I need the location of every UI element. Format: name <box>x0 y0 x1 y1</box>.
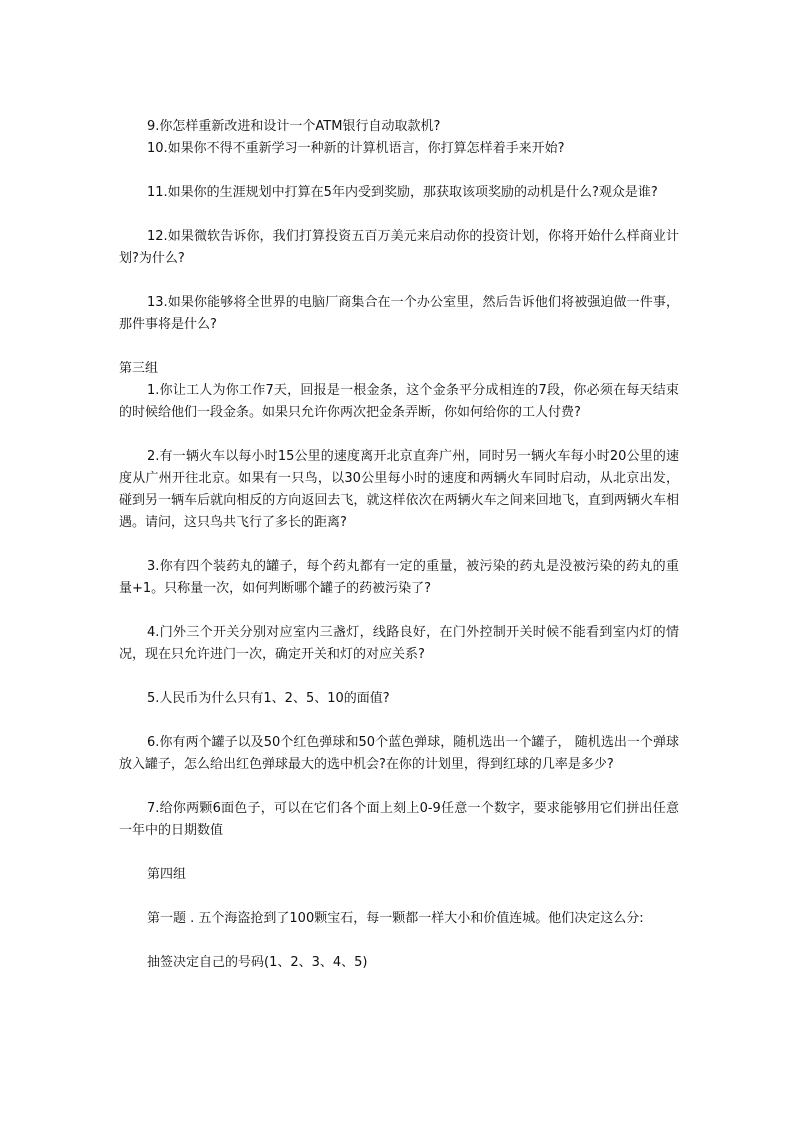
question-11: 11.如果你的生涯规划中打算在5年内受到奖励，那获取该项奖励的动机是什么?观众是谁? <box>147 185 658 200</box>
puzzle-1: 1.你让工人为你工作7天，回报是一根金条，这个金条平分成相连的7段，你必须在每天结束的时候给他们一段金条。如果只允许你两次把金条弄断，你如何给你的工人付费? <box>119 383 679 420</box>
puzzle-5: 5.人民币为什么只有1、2、5、10的面值? <box>147 691 390 706</box>
question-9: 9.你怎样重新改进和设计一个ATM银行自动取款机? <box>147 119 441 134</box>
question-10: 10.如果你不得不重新学习一种新的计算机语言，你打算怎样着手来开始? <box>147 141 565 156</box>
section-heading-group-4: 第四组 <box>147 867 187 882</box>
puzzle-2: 2.有一辆火车以每小时15公里的速度离开北京直奔广州，同时另一辆火车每小时20公里的速度从广州开往北京。如果有一只鸟，以30公里每小时的速度和两辆火车同时启动，从北京出发，碰到另一辆车后就向相反的方向返回去飞，就这样依次在两辆火车之间来回地飞，直到两辆火车相遇。请问，这只鸟共飞行了多长的距离? <box>119 449 679 530</box>
section-heading-group-3: 第三组 <box>119 361 159 376</box>
document-body <box>119 116 679 974</box>
question-13: 13.如果你能够将全世界的电脑厂商集合在一个办公室里，然后告诉他们将被强迫做一件事，那件事将是什么? <box>119 295 679 332</box>
question-12: 12.如果微软告诉你，我们打算投资五百万美元来启动你的投资计划，你将开始什么样商业计划?为什么? <box>119 229 679 266</box>
puzzle-4: 4.门外三个开关分别对应室内三盏灯，线路良好，在门外控制开关时候不能看到室内灯的情况，现在只允许进门一次，确定开关和灯的对应关系? <box>119 625 679 662</box>
pirate-rule-1: 抽签决定自己的号码(1、2、3、4、5) <box>147 955 368 970</box>
puzzle-3: 3.你有四个装药丸的罐子，每个药丸都有一定的重量，被污染的药丸是没被污染的药丸的重量+1。只称量一次，如何判断哪个罐子的药被污染了? <box>119 559 679 596</box>
pirate-problem: 第一题 . 五个海盗抢到了100颗宝石，每一颗都一样大小和价值连城。他们决定这么分: <box>147 911 644 926</box>
puzzle-6: 6.你有两个罐子以及50个红色弹球和50个蓝色弹球，随机选出一个罐子， 随机选出一个弹球放入罐子，怎么给出红色弹球最大的选中机会?在你的计划里，得到红球的几率是多少? <box>119 735 679 772</box>
puzzle-7: 7.给你两颗6面色子，可以在它们各个面上刻上0-9任意一个数字，要求能够用它们拼出任意一年中的日期数值 <box>119 801 679 838</box>
